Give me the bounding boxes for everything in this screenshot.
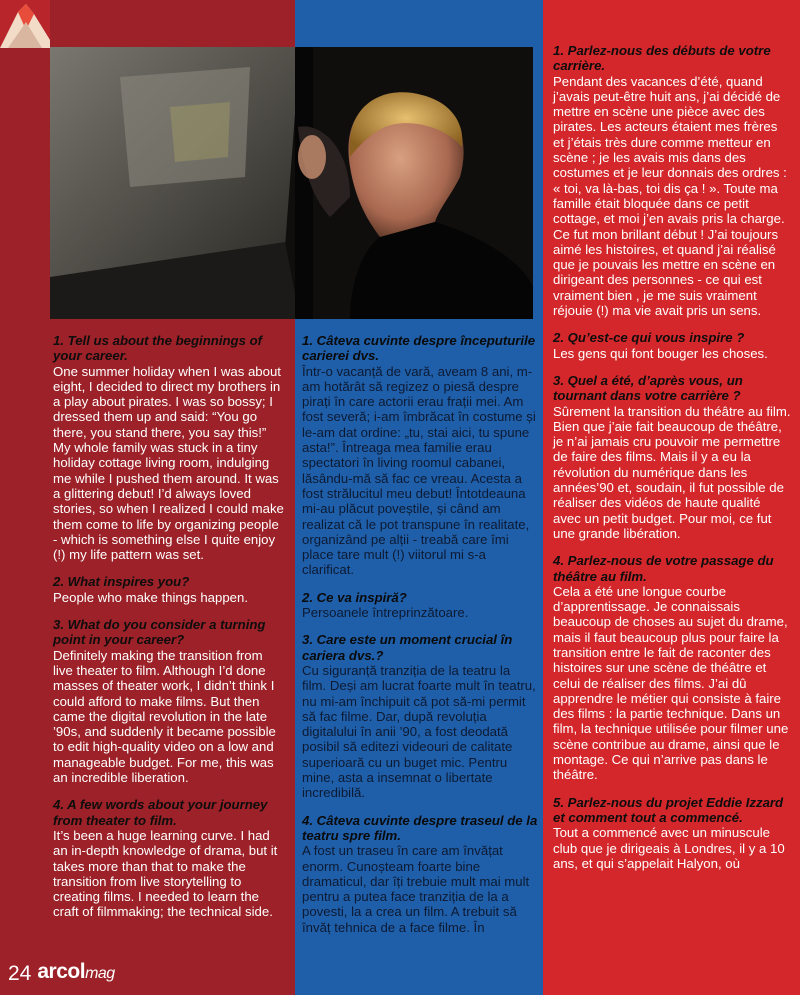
- question-1-en: 1. Tell us about the beginnings of your career.: [53, 333, 263, 364]
- question-1-ro: 1. Câteva cuvinte despre începuturile carierei dvs.: [302, 333, 536, 364]
- question-3-en: 3. What do you consider a turning point in your career?: [53, 617, 266, 648]
- answer-3-ro: Cu siguranță tranziția de la teatru la film. Deși am lucrat foarte mult în teatru, nu mi-am închipuit că pot să-mi permit să fac filme. Dar, după revoluția digitalului în anii ’90, a fost deodată posibil să editezi videouri de calitate superioară cu un buget mic. Pentru mine, asta a insemnat o libertate incredibilă.: [302, 662, 536, 801]
- answer-4-fr: Cela a été une longue courbe d’apprentissage. Je connaissais beaucoup de choses au sujet du drame, mais il faut beaucoup plus pour faire la transition entre le fait de raconter des histoires sur une scène de théâtre et celui de réaliser des films. J’ai dû apprendre le métier qui consiste à faire des films : la partie technique. Dans un film, la technique utilisée pour filmer une scène contribue au drame, ainsi que le montage. Ce qui n’arrive pas dans le théâtre.: [553, 583, 789, 783]
- magazine-logo: [37, 961, 114, 985]
- answer-2-en: People who make things happen.: [53, 589, 249, 605]
- answer-4-ro: A fost un traseu în care am învățat enorm. Cunoșteam foarte bine dramaticul, dar îți trebuie mult mai mult pentru a putea face tranziția de la a povesti, la a crea un film. A trebuit să învăț tehnica de a face filme. În: [302, 843, 530, 935]
- answer-1-en: One summer holiday when I was about eight, I decided to direct my brothers in a play about pirates. I was so bossy; I dressed them up and said: “You go there, you stand there, you say this!” My whole family was stuck in a tiny holiday cottage living room, indulging me while I pushed them around. It was a glittering debut! I’d always loved stories, so when I realized I could make them come to life by organizing people - which is something else I quite enjoy (!) my life pattern was set.: [53, 363, 284, 563]
- question-2-en: 2. What inspires you?: [53, 574, 190, 590]
- answer-4-en: It’s been a huge learning curve. I had an in-depth knowledge of drama, but it takes more than that to make the transition from live storytelling to creating films. I needed to learn the craft of filmmaking; the technical side.: [53, 827, 278, 920]
- romanian-column: [302, 333, 538, 947]
- french-column: [553, 43, 791, 883]
- question-4-fr: 4. Parlez-nous de votre passage du théâtre au film.: [553, 553, 774, 584]
- answer-2-ro: Persoanele întreprinzătoare.: [302, 605, 469, 621]
- question-1-fr: 1. Parlez-nous des débuts de votre carrière.: [553, 43, 771, 74]
- answer-2-fr: Les gens qui font bouger les choses.: [553, 345, 768, 361]
- corner-image: [0, 0, 50, 48]
- answer-1-ro: Într-o vacanță de vară, aveam 8 ani, m-am hotărât să regizez o piesă despre pirați în care actorii erau frații mei. Am fost severă; i-am îmbrăcat în costume și le-am dat ordine: „tu, stai aici, tu spune asta!”. Întreaga mea familie erau spectatori în living roomul cabanei, lăsându-mă să fac ce vreau. Acesta a fost strălucitul meu debut! Întotdeauna mi-au plăcut poveștile, și când am realizat că le pot transpune în realitate, organizând pe alții - treabă care îmi place tare mult (!) viitorul mi s-a clarificat.: [302, 363, 536, 578]
- page-footer: [8, 945, 115, 985]
- question-3-ro: 3. Care este un moment crucial în cariera dvs.?: [302, 632, 513, 663]
- answer-3-fr: Sûrement la transition du théâtre au film. Bien que j’aie fait beaucoup de théâtre, je n’ai jamais cru pouvoir me permettre de faire des films. Mais il y a eu la révolution du numérique dans les années’90 et, soudain, il fut possible de réaliser des vidéos de haute qualité avec un petit budget. Pour moi, ce fut une grande libération.: [553, 403, 791, 541]
- question-4-en: 4. A few words about your journey from theater to film.: [53, 797, 268, 828]
- question-2-fr: 2. Qu’est-ce qui vous inspire ?: [553, 330, 745, 346]
- logo-sub: mag: [85, 965, 115, 982]
- question-4-ro: 4. Câteva cuvinte despre traseul de la teatru spre film.: [302, 812, 538, 843]
- question-3-fr: 3. Quel a été, d’après vous, un tournant dans votre carrière ?: [553, 372, 743, 404]
- question-2-ro: 2. Ce va inspiră?: [302, 589, 407, 605]
- answer-5-fr: Tout a commencé avec un minuscule club que je dirigeais à Londres, il y a 10 ans, et qui s’appelait Halyon, où: [553, 825, 785, 871]
- answer-1-fr: Pendant des vacances d’été, quand j’avais peut-être huit ans, j’ai décidé de mettre en scène une pièce avec des pirates. Les acteurs étaient mes frères et j’étais très dure comme metteur en scène ; je les avais mis dans des costumes et je leur donnais des ordres : « toi, va là-bas, toi dis ça ! ». Toute ma famille était bloquée dans ce petit cottage, et moi j’en avais pris la charge. Ce fut mon brillant début ! J’ai toujours aimé les histoires, et quand j’ai réalisé que je pouvais les mettre en scène en dirigeant des personnes - ce qui est vraiment bien , je me suis vraiment réjouie (!) ma vie avait pris un sens.: [553, 73, 787, 319]
- english-column: [53, 333, 285, 932]
- question-5-fr: 5. Parlez-nous du projet Eddie Izzard et comment tout a commencé.: [553, 794, 784, 825]
- answer-3-en: Definitely making the transition from live theater to film. Although I’d done masses of theater work, I didn’t think I could afford to make films. But then came the digital revolution in the late ’90s, and suddenly it became possible to edit high-quality video on a low and manageable budget. For me, this was an incredible liberation.: [53, 647, 276, 786]
- page-number: 24: [8, 962, 32, 985]
- logo-main: arcol: [37, 960, 86, 983]
- portrait-photo: [50, 47, 533, 319]
